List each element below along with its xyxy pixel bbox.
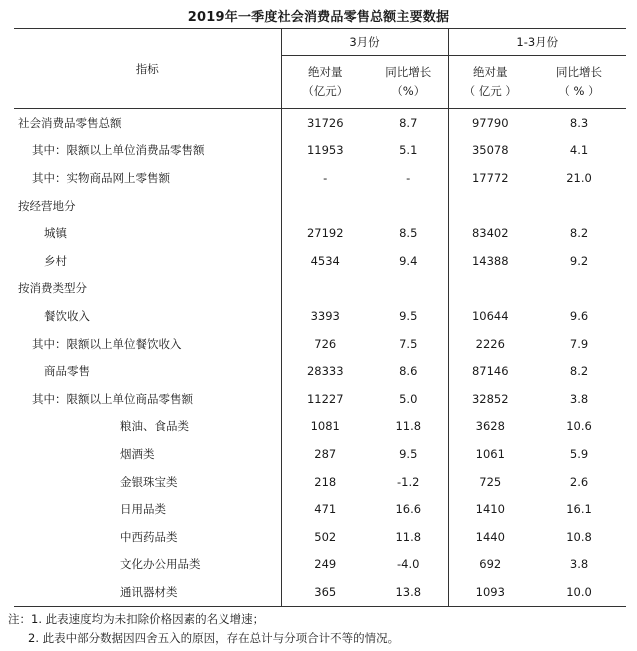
retail-sales-table bbox=[14, 28, 626, 607]
header-abs-march: 绝对量 （亿元） bbox=[281, 56, 369, 109]
table-row: 金银珠宝类 218 -1.2 725 2.6 bbox=[14, 468, 626, 496]
table-row: 烟酒类 287 9.5 1061 5.9 bbox=[14, 440, 626, 468]
table-row: 按经营地分 bbox=[14, 192, 626, 220]
table-notes bbox=[8, 610, 399, 648]
table-row: 其中：限额以上单位商品零售额 11227 5.0 32852 3.8 bbox=[14, 385, 626, 413]
table-row: 城镇 27192 8.5 83402 8.2 bbox=[14, 219, 626, 247]
header-growth-q1: 同比增长 （ % ） bbox=[532, 56, 626, 109]
header-growth-march: 同比增长 （%） bbox=[369, 56, 448, 109]
header-period-q1: 1-3月份 bbox=[448, 29, 626, 56]
header-period-march: 3月份 bbox=[281, 29, 448, 56]
table-row: 商品零售 28333 8.6 87146 8.2 bbox=[14, 357, 626, 385]
table-title: 2019年一季度社会消费品零售总额主要数据 bbox=[187, 10, 450, 25]
header-abs-q1: 绝对量 （ 亿元 ） bbox=[448, 56, 532, 109]
table-row: 中西药品类 502 11.8 1440 10.8 bbox=[14, 523, 626, 551]
note-1: 注：1. 此表速度均为未扣除价格因素的名义增速； bbox=[8, 612, 265, 626]
table-row: 日用品类 471 16.6 1410 16.1 bbox=[14, 495, 626, 523]
table-row: 文化办公用品类 249 -4.0 692 3.8 bbox=[14, 551, 626, 579]
table-row: 按消费类型分 bbox=[14, 275, 626, 303]
table-row: 其中：限额以上单位餐饮收入 726 7.5 2226 7.9 bbox=[14, 330, 626, 358]
table-row: 乡村 4534 9.4 14388 9.2 bbox=[14, 247, 626, 275]
table-row: 通讯器材类 365 13.8 1093 10.0 bbox=[14, 578, 626, 606]
table-row: 其中：实物商品网上零售额 - - 17772 21.0 bbox=[14, 164, 626, 192]
note-2: 2. 此表中部分数据因四舍五入的原因，存在总计与分项合计不等的情况。 bbox=[28, 631, 400, 645]
table-row: 其中：限额以上单位消费品零售额 11953 5.1 35078 4.1 bbox=[14, 137, 626, 165]
table-row: 社会消费品零售总额 31726 8.7 97790 8.3 bbox=[14, 109, 626, 137]
table-row: 餐饮收入 3393 9.5 10644 9.6 bbox=[14, 302, 626, 330]
table-row: 粮油、食品类 1081 11.8 3628 10.6 bbox=[14, 413, 626, 441]
header-indicator: 指标 bbox=[14, 29, 281, 109]
